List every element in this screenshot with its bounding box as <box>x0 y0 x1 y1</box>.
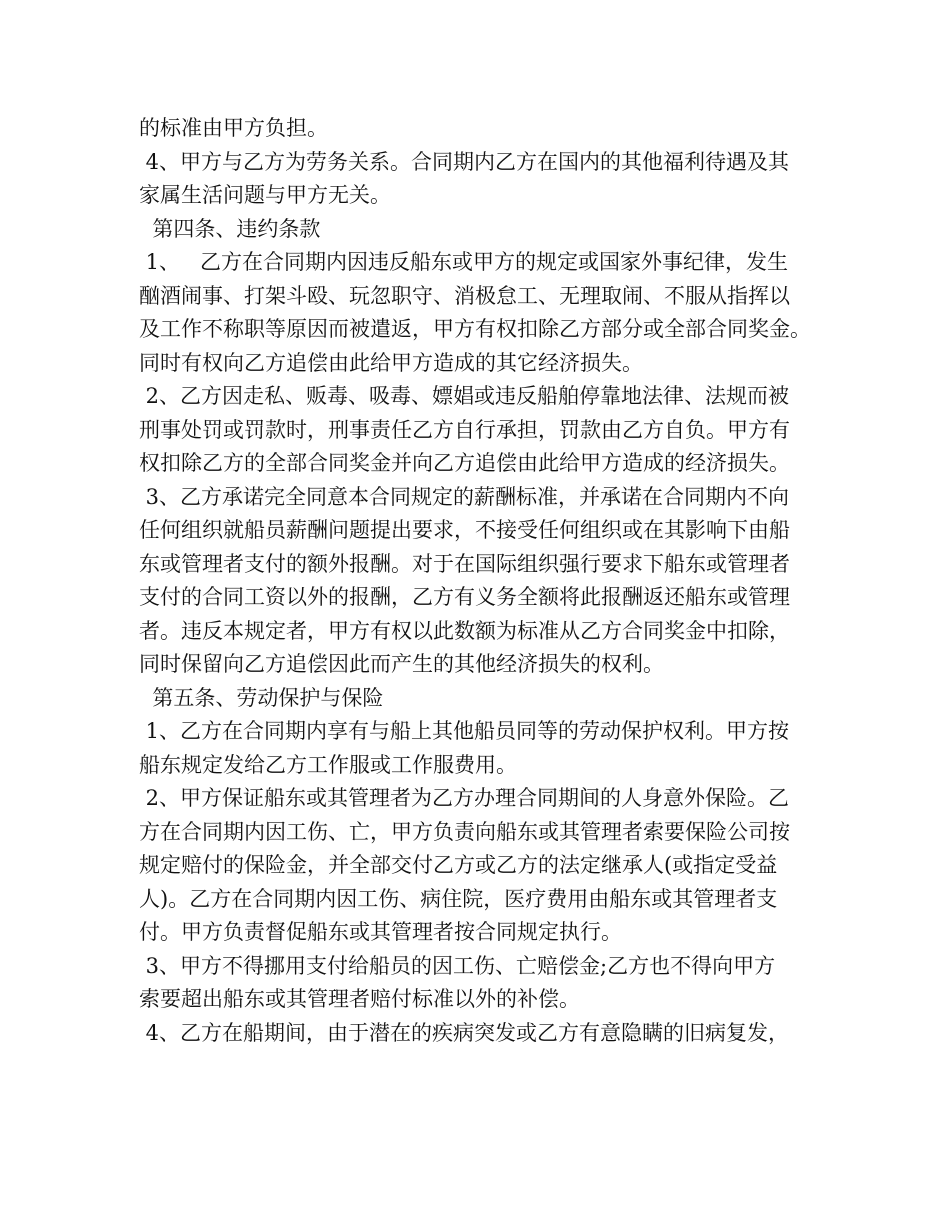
text-line: 方在合同期内因工伤、亡，甲方负责向船东或其管理者索要保险公司按 <box>139 819 790 844</box>
text-line: 人)。乙方在合同期内因工伤、病住院，医疗费用由船东或其管理者支 <box>139 886 778 911</box>
text-line: 刑事处罚或罚款时，刑事责任乙方自行承担，罚款由乙方自负。甲方有 <box>139 417 790 442</box>
text-line: 1、 乙方在合同期内因违反船东或甲方的规定或国家外事纪律，发生 <box>139 250 789 274</box>
text-line: 者。违反本规定者，甲方有权以此数额为标准从乙方合同奖金中扣除， <box>139 618 790 643</box>
text-line: 支付的合同工资以外的报酬，乙方有义务全额将此报酬返还船东或管理 <box>139 585 790 609</box>
text-line: 船东规定发给乙方工作服或工作服费用。 <box>139 752 517 777</box>
text-line: 任何组织就船员薪酬问题提出要求，不接受任何组织或在其影响下由船 <box>139 518 790 542</box>
text-line: 2、甲方保证船东或其管理者为乙方办理合同期间的人身意外保险。乙 <box>139 786 790 810</box>
text-line: 4、甲方与乙方为劳务关系。合同期内乙方在国内的其他福利待遇及其 <box>139 149 790 174</box>
text-line: 规定赔付的保险金，并全部交付乙方或乙方的法定继承人(或指定受益 <box>139 853 778 877</box>
text-line: 东或管理者支付的额外报酬。对于在国际组织强行要求下船东或管理者 <box>139 551 790 576</box>
text-line: 的标准由甲方负担。 <box>139 116 328 140</box>
text-line: 付。甲方负责督促船东或其管理者按合同规定执行。 <box>139 920 622 944</box>
text-line: 3、乙方承诺完全同意本合同规定的薪酬标准，并承诺在合同期内不向 <box>139 484 790 509</box>
section-heading: 第五条、劳动保护与保险 <box>139 685 384 710</box>
text-line: 酗酒闹事、打架斗殴、玩忽职守、消极怠工、无理取闹、不服从指挥以 <box>139 283 790 308</box>
section-heading: 第四条、违约条款 <box>139 216 321 241</box>
text-line: 2、乙方因走私、贩毒、吸毒、嫖娼或违反船舶停靠地法律、法规而被 <box>139 384 790 408</box>
document-body <box>139 112 829 1050</box>
text-line: 索要超出船东或其管理者赔付标准以外的补偿。 <box>139 987 580 1011</box>
text-line: 4、乙方在船期间，由于潜在的疾病突发或乙方有意隐瞒的旧病复发， <box>139 1020 790 1045</box>
text-line: 及工作不称职等原因而被遣返，甲方有权扣除乙方部分或全部合同奖金。 <box>139 317 811 341</box>
text-line: 家属生活问题与甲方无关。 <box>139 183 391 207</box>
text-line: 1、乙方在合同期内享有与船上其他船员同等的劳动保护权利。甲方按 <box>139 719 790 743</box>
text-line: 同时有权向乙方追偿由此给甲方造成的其它经济损失。 <box>139 350 643 375</box>
text-line: 权扣除乙方的全部合同奖金并向乙方追偿由此给甲方造成的经济损失。 <box>139 451 790 475</box>
text-line: 同时保留向乙方追偿因此而产生的其他经济损失的权利。 <box>139 652 664 676</box>
text-line: 3、甲方不得挪用支付给船员的因工伤、亡赔偿金;乙方也不得向甲方 <box>139 953 776 978</box>
